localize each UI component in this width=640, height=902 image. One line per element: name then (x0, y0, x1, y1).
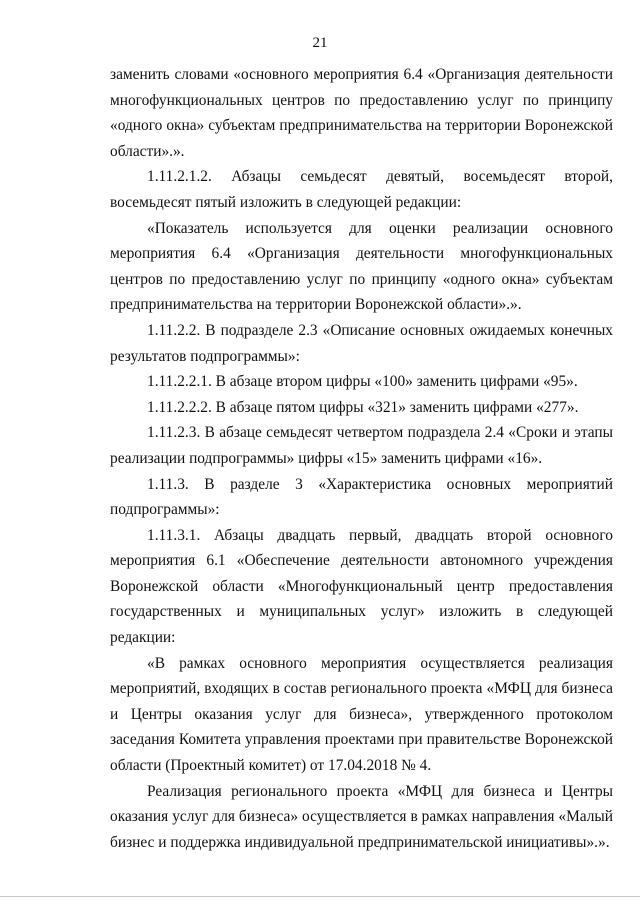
paragraph-indicator-quote: «Показатель используется для оценки реализации основного мероприятия 6.4 «Организация деятельности многофункциональных центров по предоставлению услуг по принципу «одного окна» субъектам предпринимательства на территории Воронежской области».». (110, 219, 613, 314)
paragraph-1-11-2-2-2: 1.11.2.2.2. В абзаце пятом цифры «321» заменить цифрами «277». (147, 398, 579, 416)
paragraph-regional-project-quote: «В рамках основного мероприятия осуществляется реализация мероприятий, входящих в состав регионального проекта «МФЦ для бизнеса и Центры оказания услуг для бизнеса», утвержденного протоколом заседания Комитета управления проектами при правительстве Воронежской области (Проектный комитет) от 17.04.2018 № 4. (110, 654, 613, 775)
paragraph-regional-project-implementation: Реализация регионального проекта «МФЦ для бизнеса и Центры оказания услуг для бизнеса» осуществляется в рамках направления «Малый бизнес и поддержка индивидуальной предпринимательской инициативы».». (110, 782, 613, 851)
page-bottom-edge (0, 896, 640, 897)
paragraph-1-11-3: 1.11.3. В разделе 3 «Характеристика основных мероприятий подпрограммы»: (110, 475, 613, 519)
document-body (110, 62, 613, 855)
paragraph-1-11-2-2: 1.11.2.2. В подразделе 2.3 «Описание основных ожидаемых конечных результатов подпрограммы»: (110, 321, 613, 365)
paragraph-1-11-2-3: 1.11.2.3. В абзаце семьдесят четвертом подраздела 2.4 «Сроки и этапы реализации подпрограммы» цифры «15» заменить цифрами «16». (110, 424, 613, 467)
paragraph-1-11-2-1-2: 1.11.2.1.2. Абзацы семьдесят девятый, восемьдесят второй, восемьдесят пятый изложить в следующей редакции: (110, 168, 613, 211)
paragraph-continuation: заменить словами «основного мероприятия 6.4 «Организация деятельности многофункциональных центров по предоставлению услуг по принципу «одного окна» субъектам предпринимательства на территории Воронежской области».». (110, 66, 613, 160)
paragraph-1-11-3-1: 1.11.3.1. Абзацы двадцать первый, двадцать второй основного мероприятия 6.1 «Обеспечение деятельности автономного учреждения Воронежской области «Многофункциональный центр предоставления государственных и муниципальных услуг» изложить в следующей редакции: (110, 526, 613, 647)
paragraph-1-11-2-2-1: 1.11.2.2.1. В абзаце втором цифры «100» заменить цифрами «95». (147, 373, 578, 391)
page-number: 21 (312, 35, 328, 51)
